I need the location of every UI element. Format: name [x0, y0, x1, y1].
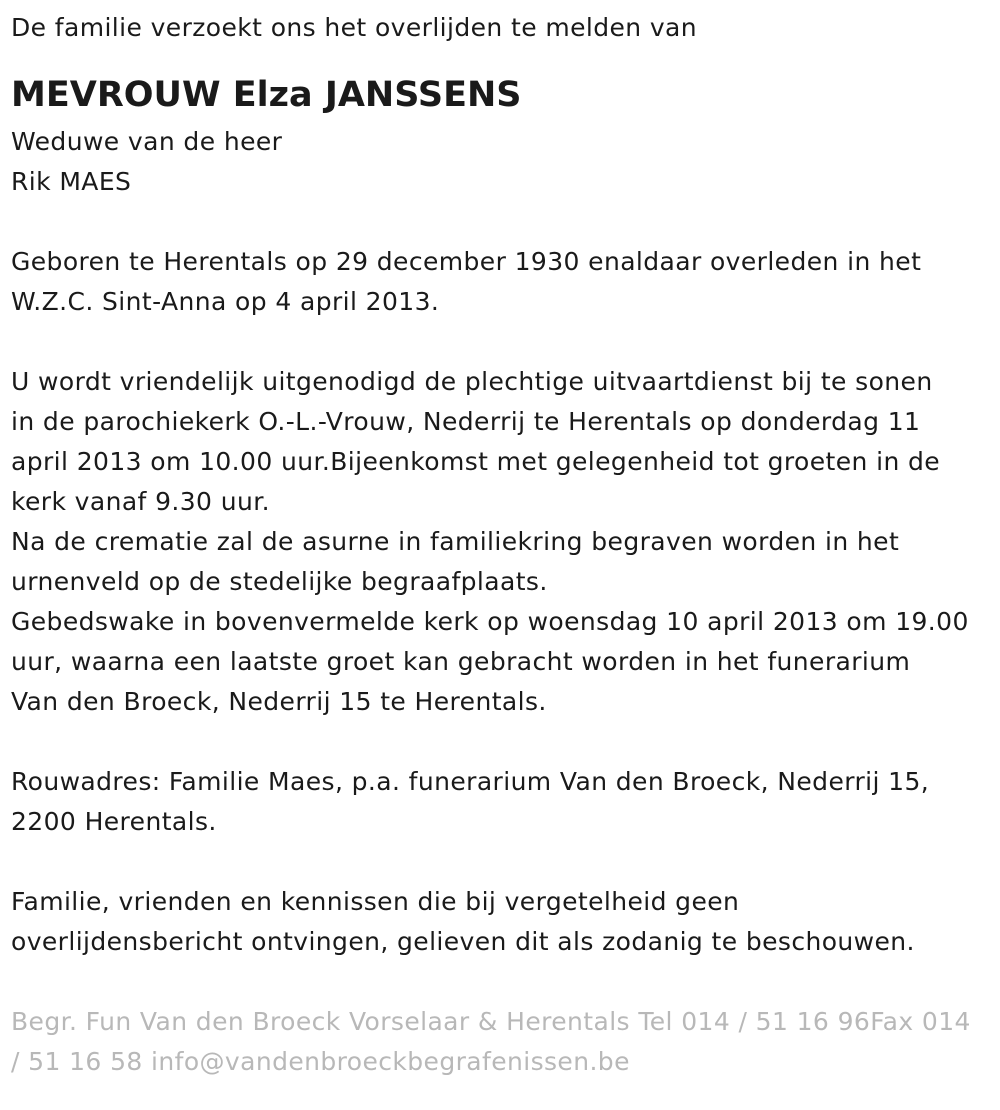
service-line: kerk vanaf 9.30 uur.: [11, 487, 270, 516]
service-line: uur, waarna een laatste groet kan gebracht worden in het funerarium: [11, 647, 911, 676]
funeral-home-footer: Begr. Fun Van den Broeck Vorselaar & Herentals Tel 014 / 51 16 96Fax 014: [11, 1007, 971, 1036]
spouse-line-2: Rik MAES: [11, 167, 132, 196]
death-notice: [11, 8, 996, 1082]
service-line: april 2013 om 10.00 uur.Bijeenkomst met gelegenheid tot groeten in de: [11, 447, 941, 476]
spacer: [11, 202, 996, 242]
spouse-line-1: Weduwe van de heer: [11, 127, 283, 156]
spacer: [11, 842, 996, 882]
service-line: in de parochiekerk O.-L.-Vrouw, Nederrij te Herentals op donderdag 11: [11, 407, 921, 436]
mourning-address-line: 2200 Herentals.: [11, 807, 217, 836]
service-line: Van den Broeck, Nederrij 15 te Herentals.: [11, 687, 547, 716]
spacer: [11, 722, 996, 762]
deceased-name: MEVROUW Elza JANSSENS: [11, 75, 522, 115]
service-line: urnenveld op de stedelijke begraafplaats.: [11, 567, 548, 596]
birth-death-line: W.Z.C. Sint-Anna op 4 april 2013.: [11, 287, 440, 316]
notice-line: Familie, vrienden en kennissen die bij vergetelheid geen: [11, 887, 740, 916]
funeral-home-footer: / 51 16 58 info@vandenbroeckbegrafenissen.be: [11, 1047, 630, 1076]
service-line: Na de crematie zal de asurne in familiekring begraven worden in het: [11, 527, 900, 556]
service-line: U wordt vriendelijk uitgenodigd de plechtige uitvaartdienst bij te sonen: [11, 367, 933, 396]
mourning-address-line: Rouwadres: Familie Maes, p.a. funerarium Van den Broeck, Nederrij 15,: [11, 767, 930, 796]
spacer: [11, 322, 996, 362]
service-line: Gebedswake in bovenvermelde kerk op woensdag 10 april 2013 om 19.00: [11, 607, 969, 636]
intro-text: De familie verzoekt ons het overlijden te melden van: [11, 13, 698, 42]
birth-death-line: Geboren te Herentals op 29 december 1930 enaldaar overleden in het: [11, 247, 922, 276]
spacer: [11, 962, 996, 1002]
notice-line: overlijdensbericht ontvingen, gelieven dit als zodanig te beschouwen.: [11, 927, 915, 956]
